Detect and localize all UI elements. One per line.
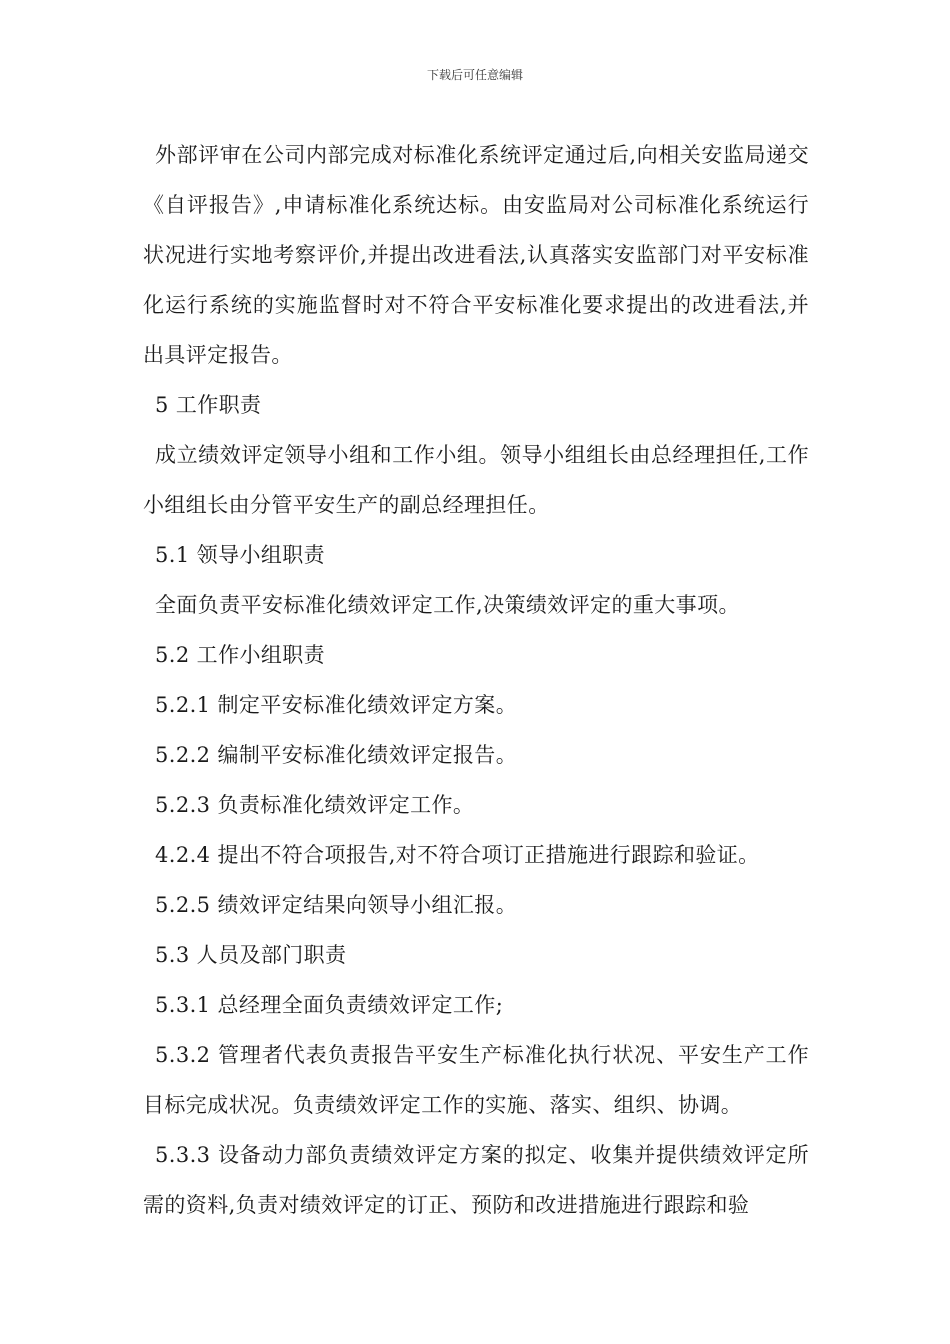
list-item-5-3-2: 5.3.2 管理者代表负责报告平安生产标准化执行状况、平安生产工作目标完成状况。负责绩效评定工作的实施、落实、组织、协调。 <box>143 1043 809 1117</box>
heading-leader-group-duties: 5.1 领导小组职责 <box>155 543 326 567</box>
document-body <box>143 130 809 1230</box>
paragraph-establish-groups: 成立绩效评定领导小组和工作小组。领导小组组长由总经理担任,工作小组组长由分管平安生产的副总经理担任。 <box>143 443 809 517</box>
page-header: 下载后可任意编辑 <box>426 68 523 82</box>
list-item-5-2-3: 5.2.3 负责标准化绩效评定工作。 <box>155 793 475 817</box>
list-item-5-3-1: 5.3.1 总经理全面负责绩效评定工作; <box>155 993 504 1017</box>
paragraph-leader-group-text: 全面负责平安标准化绩效评定工作,决策绩效评定的重大事项。 <box>155 593 740 617</box>
list-item-4-2-4: 4.2.4 提出不符合项报告,对不符合项订正措施进行跟踪和验证。 <box>155 843 760 867</box>
list-item-5-2-1: 5.2.1 制定平安标准化绩效评定方案。 <box>155 693 518 717</box>
paragraph-external-review: 外部评审在公司内部完成对标准化系统评定通过后,向相关安监局递交《自评报告》,申请标准化系统达标。由安监局对公司标准化系统运行状况进行实地考察评价,并提出改进看法,认真落实安监部门对平安标准化运行系统的实施监督时对不符合平安标准化要求提出的改进看法,并出具评定报告。 <box>143 143 809 367</box>
heading-work-duties: 5 工作职责 <box>155 393 262 417</box>
list-item-5-2-5: 5.2.5 绩效评定结果向领导小组汇报。 <box>155 893 518 917</box>
list-item-5-2-2: 5.2.2 编制平安标准化绩效评定报告。 <box>155 743 518 767</box>
heading-work-group-duties: 5.2 工作小组职责 <box>155 643 326 667</box>
heading-personnel-duties: 5.3 人员及部门职责 <box>155 943 347 967</box>
list-item-5-3-3: 5.3.3 设备动力部负责绩效评定方案的拟定、收集并提供绩效评定所需的资料,负责对绩效评定的订正、预防和改进措施进行跟踪和验 <box>143 1143 809 1217</box>
